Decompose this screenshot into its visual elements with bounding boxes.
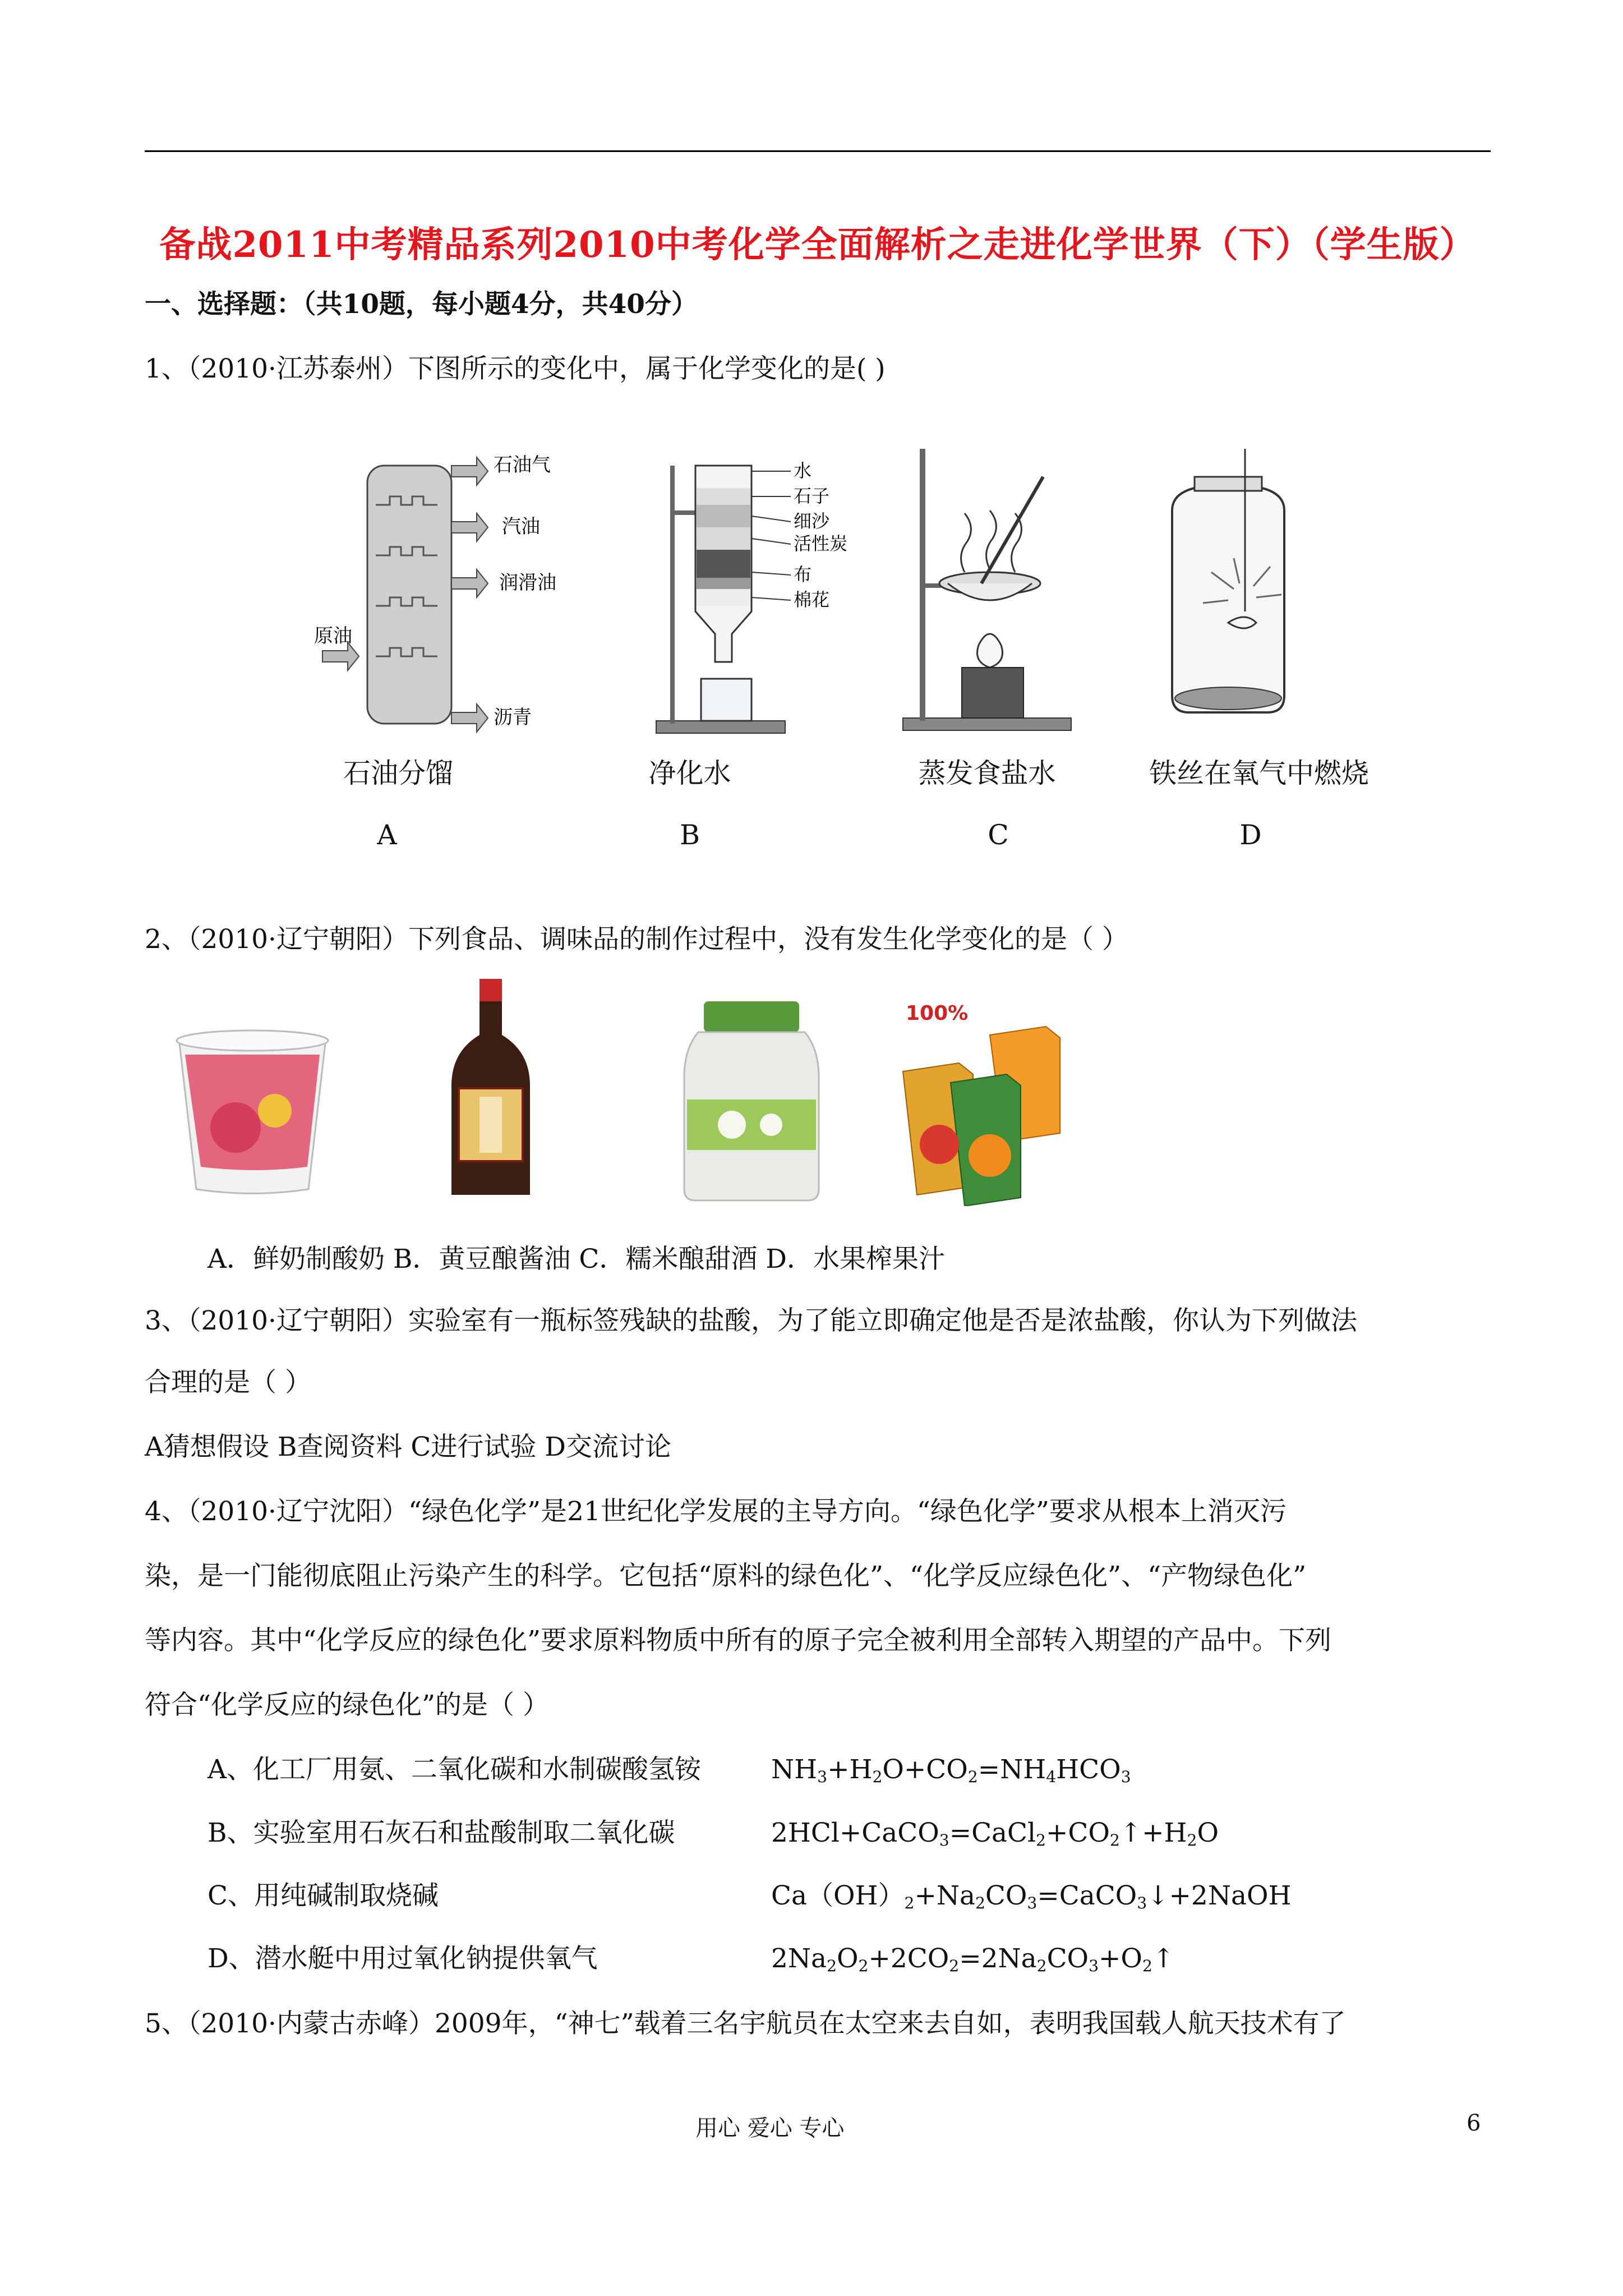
fig-b-label-cotton: 棉花 bbox=[794, 589, 830, 610]
q4-equation-a: $NH_3+H_2O+CO_2=NH_4HCO_3$ bbox=[771, 1754, 1131, 1787]
iron-burning-figure bbox=[1155, 443, 1301, 724]
fig-a-label-crude-oil: 原油 bbox=[314, 625, 352, 647]
water-purification-figure bbox=[639, 443, 875, 735]
page-number: 6 bbox=[1467, 2110, 1481, 2136]
q4-option-c: C、用纯碱制取烧碱 bbox=[208, 1880, 439, 1911]
q4-equation-d: $2Na_2O_2+2CO_2=2Na_2CO_3+O_2↑$ bbox=[771, 1943, 1175, 1976]
fig-b-label-water: 水 bbox=[794, 460, 812, 481]
fig-a-label-lubricant: 润滑油 bbox=[499, 572, 556, 594]
footer-motto: 用心 爱心 专心 bbox=[695, 2115, 845, 2141]
q4-option-a: A、化工厂用氨、二氧化碳和水制碳酸氢铵 bbox=[208, 1754, 701, 1785]
page-title: 备战2011中考精品系列2010中考化学全面解析之走进化学世界（下）（学生版） bbox=[159, 224, 1476, 266]
fractional-distillation-figure bbox=[311, 443, 592, 735]
fig-b-label-cloth: 布 bbox=[794, 564, 812, 585]
q3-options: A猜想假设 B查阅资料 C进行试验 D交流讨论 bbox=[145, 1432, 671, 1462]
q1-stem: 1、（2010·江苏泰州）下图所示的变化中，属于化学变化的是( ) bbox=[145, 353, 886, 384]
q4-equation-c: $Ca(OH)_2+Na_2CO_3=CaCO_3↓+2NaOH$ bbox=[771, 1880, 1292, 1913]
caption-b: 净化水 bbox=[648, 757, 731, 789]
letter-a: A bbox=[377, 819, 397, 851]
q4-line4: 符合“化学反应的绿色化”的是（ ） bbox=[145, 1690, 549, 1720]
q3-line2: 合理的是（ ） bbox=[145, 1367, 311, 1398]
juice-badge: 100% bbox=[906, 1002, 969, 1025]
section-heading: 一、选择题：（共10题，每小题4分，共40分） bbox=[145, 289, 698, 320]
fig-b-label-pebbles: 石子 bbox=[794, 485, 830, 507]
q3-line1: 3、（2010·辽宁朝阳）实验室有一瓶标签残缺的盐酸，为了能立即确定他是否是浓盐酸，你认为下列做法 bbox=[145, 1305, 1357, 1336]
caption-d: 铁丝在氧气中燃烧 bbox=[1149, 757, 1369, 789]
fig-b-label-fine-sand: 细沙 bbox=[794, 510, 830, 532]
sweet-rice-wine-jar-image bbox=[681, 999, 822, 1206]
caption-c: 蒸发食盐水 bbox=[918, 757, 1056, 789]
q2-options: A．鲜奶制酸奶 B．黄豆酿酱油 C．糯米酿甜酒 D．水果榨果汁 bbox=[208, 1244, 945, 1274]
caption-a: 石油分馏 bbox=[343, 757, 453, 789]
fig-a-label-petroleum-gas: 石油气 bbox=[494, 454, 551, 476]
fig-a-label-gasoline: 汽油 bbox=[502, 516, 540, 538]
fruit-juice-boxes-image bbox=[900, 999, 1068, 1206]
q5-line1: 5、（2010·内蒙古赤峰）2009年，“神七”载着三名宇航员在太空来去自如，表明我国载人航天技术有了 bbox=[145, 2008, 1346, 2039]
fig-b-label-activated-carbon: 活性炭 bbox=[794, 533, 848, 554]
q4-equation-b: $2HCl+CaCO_3=CaCl_2+CO_2↑+H_2O$ bbox=[771, 1818, 1219, 1850]
letter-c: C bbox=[988, 819, 1009, 851]
fig-a-label-asphalt: 沥青 bbox=[494, 706, 532, 729]
q2-stem: 2、（2010·辽宁朝阳）下列食品、调味品的制作过程中，没有发生化学变化的是（ ） bbox=[145, 924, 1128, 955]
soy-sauce-bottle-image bbox=[449, 976, 533, 1200]
q4-line2: 染，是一门能彻底阻止污染产生的科学。它包括“原料的绿色化”、“化学反应绿色化”、“产物绿色化” bbox=[145, 1561, 1307, 1591]
letter-b: B bbox=[679, 819, 700, 851]
q4-line1: 4、（2010·辽宁沈阳）“绿色化学”是21世纪化学发展的主导方向。“绿色化学”要求从根本上消灭污 bbox=[145, 1496, 1287, 1527]
q4-line3: 等内容。其中“化学反应的绿色化”要求原料物质中所有的原子完全被利用全部转入期望的产品中。下列 bbox=[145, 1625, 1332, 1656]
q4-option-d: D、潜水艇中用过氧化钠提供氧气 bbox=[208, 1943, 598, 1974]
evaporation-figure bbox=[897, 443, 1077, 735]
header-rule bbox=[145, 150, 1491, 152]
yogurt-cup-image bbox=[174, 1021, 331, 1200]
letter-d: D bbox=[1239, 819, 1262, 851]
q4-option-b: B、实验室用石灰石和盐酸制取二氧化碳 bbox=[208, 1818, 675, 1848]
